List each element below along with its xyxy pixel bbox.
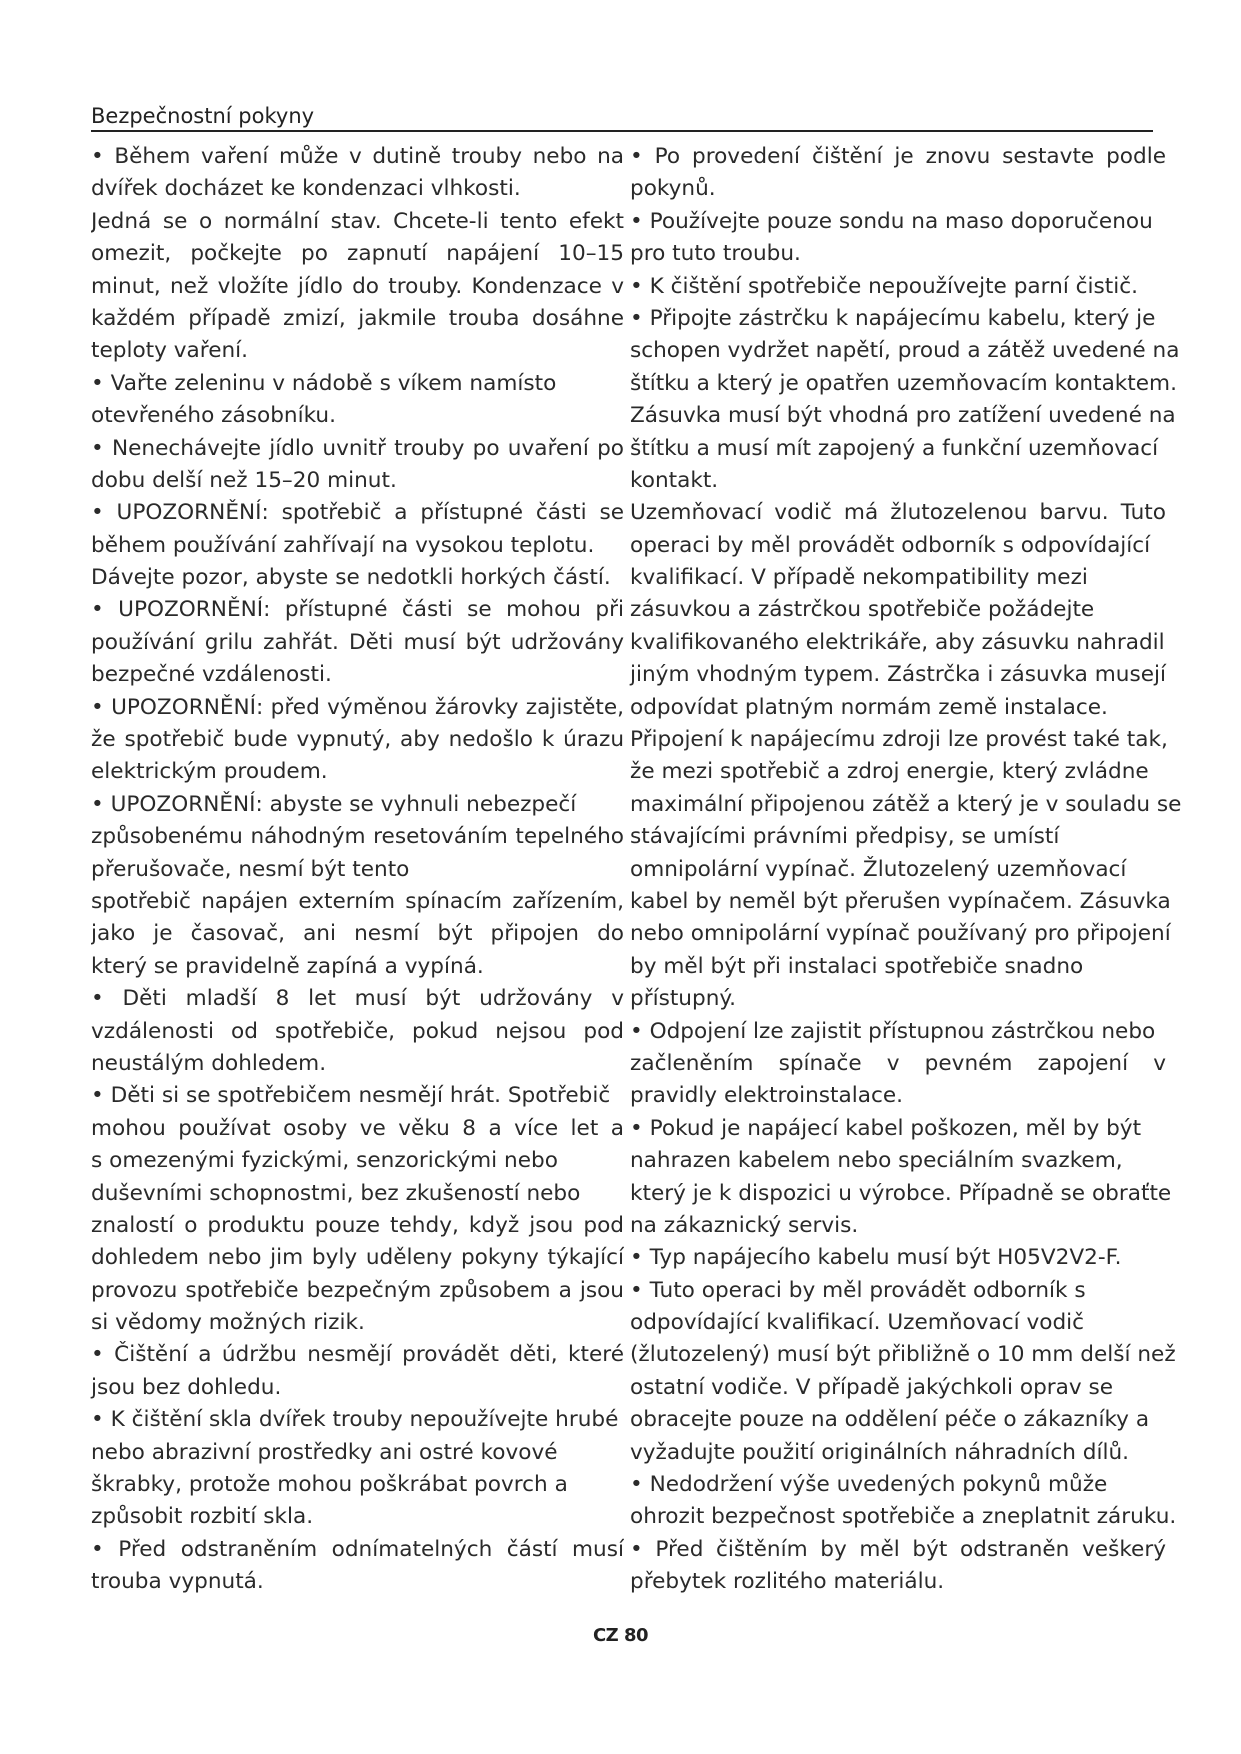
text-line: zásuvkou a zástrčkou spotřebiče požádejte [630, 597, 1095, 623]
text-line: že mezi spotřebič a zdroj energie, který zvládne [630, 759, 1149, 785]
text-line: • K čištění skla dvířek trouby nepoužívejte hrubé [91, 1407, 619, 1433]
text-line: jako je časovač, ani nesmí být připojen do [91, 921, 624, 947]
text-line: pro tuto troubu. [630, 241, 801, 267]
text-line: používání grilu zahřát. Děti musí být udržovány [91, 629, 624, 655]
text-line: znalostí o produktu pouze tehdy, když jsou pod [91, 1212, 624, 1238]
text-line: schopen vydržet napětí, proud a zátěž uvedené na [630, 338, 1180, 364]
text-line: by měl být při instalaci spotřebiče snadno [630, 953, 1084, 979]
text-line: způsobit rozbití skla. [91, 1504, 314, 1530]
left-text-column [91, 141, 624, 1599]
text-line: • Čištění a údržbu nesmějí provádět děti, které [91, 1342, 624, 1368]
text-line: maximální připojenou zátěž a který je v souladu se [630, 791, 1182, 817]
text-line: mohou používat osoby ve věku 8 a více let a [91, 1115, 624, 1141]
text-line: • Děti mladší 8 let musí být udržovány v [91, 986, 624, 1012]
text-line: spotřebič napájen externím spínacím zařízením, [91, 888, 624, 914]
text-line: • Odpojení lze zajistit přístupnou zástrčkou nebo [630, 1018, 1156, 1044]
text-line: Dávejte pozor, abyste se nedotkli horkých částí. [91, 565, 611, 591]
page-number: CZ 80 [592, 1625, 649, 1646]
text-line: každém případě zmizí, jakmile trouba dosáhne [91, 305, 624, 331]
text-line: • Během vaření může v dutině trouby nebo na [91, 144, 624, 169]
text-line: • Před čištěním by měl být odstraněn veškerý [630, 1536, 1166, 1562]
text-line: s omezenými fyzickými, senzorickými nebo [91, 1148, 558, 1174]
text-line: dohledem nebo jim byly uděleny pokyny týkající [91, 1245, 624, 1271]
text-line: (žlutozelený) musí být přibližně o 10 mm delší než [630, 1342, 1176, 1368]
text-line: ohrozit bezpečnost spotřebiče a zneplatnit záruku. [630, 1504, 1177, 1530]
text-line: štítku a který je opatřen uzemňovacím kontaktem. [630, 370, 1177, 396]
text-line: Zásuvka musí být vhodná pro zatížení uvedené na [630, 403, 1176, 429]
text-line: • Vařte zeleninu v nádobě s víkem namísto [91, 370, 557, 396]
text-line: teploty vaření. [91, 338, 249, 364]
text-line: • UPOZORNĚNÍ: před výměnou žárovky zajistěte, [91, 694, 624, 720]
text-line: během používání zahřívají na vysokou teplotu. [91, 532, 595, 558]
text-line: začleněním spínače v pevném zapojení v [630, 1050, 1166, 1076]
text-line: provozu spotřebiče bezpečným způsobem a jsou [91, 1277, 624, 1303]
text-line: odpovídající kvalifikací. Uzemňovací vodič [630, 1310, 1085, 1336]
text-line: • Pokud je napájecí kabel poškozen, měl by být [630, 1115, 1142, 1141]
text-line: operaci by měl provádět odborník s odpovídající [630, 532, 1151, 558]
text-line: omezit, počkejte po zapnutí napájení 10–15 [91, 241, 624, 267]
text-line: • UPOZORNĚNÍ: abyste se vyhnuli nebezpečí [91, 791, 577, 817]
text-line: odpovídat platným normám země instalace. [630, 694, 1108, 720]
text-line: který je k dispozici u výrobce. Případně se obraťte [630, 1180, 1172, 1206]
text-line: obracejte pouze na oddělení péče o zákazníky a [630, 1407, 1150, 1433]
text-line: který se pravidelně zapíná a vypíná. [91, 953, 484, 979]
text-line: kvalifikací. V případě nekompatibility mezi [630, 565, 1088, 591]
text-line: • Typ napájecího kabelu musí být H05V2V2-F. [630, 1245, 1122, 1271]
text-line: bezpečné vzdálenosti. [91, 662, 332, 688]
text-line: Připojení k napájecímu zdroji lze provést také tak, [630, 727, 1168, 753]
text-line: • Před odstraněním odnímatelných částí musí [91, 1536, 624, 1562]
text-line: jsou bez dohledu. [91, 1374, 282, 1400]
text-line: způsobenému náhodným resetováním tepelného [91, 824, 624, 850]
text-line: • UPOZORNĚNÍ: přístupné části se mohou při [91, 597, 624, 623]
text-line: otevřeného zásobníku. [91, 403, 336, 429]
text-line: dobu delší než 15–20 minut. [91, 467, 397, 493]
text-line: • Používejte pouze sondu na maso doporučenou [630, 208, 1153, 234]
text-line: trouba vypnutá. [91, 1569, 264, 1595]
text-line: kabel by neměl být přerušen vypínačem. Zásuvka [630, 888, 1171, 914]
text-line: dvířek docházet ke kondenzaci vlhkosti. [91, 176, 521, 202]
text-line: že spotřebič bude vypnutý, aby nedošlo k úrazu [91, 727, 624, 753]
text-line: škrabky, protože mohou poškrábat povrch a [91, 1472, 568, 1498]
text-line: nahrazen kabelem nebo speciálním svazkem, [630, 1148, 1123, 1174]
text-line: přístupný. [630, 986, 736, 1012]
text-line: elektrickým proudem. [91, 759, 328, 785]
text-line: duševními schopnostmi, bez zkušeností nebo [91, 1180, 581, 1206]
text-line: • Po provedení čištění je znovu sestavte podle [630, 144, 1166, 169]
text-line: vyžadujte použití originálních náhradních dílů. [630, 1439, 1130, 1465]
text-line: pravidly elektroinstalace. [630, 1083, 903, 1109]
right-text-column [630, 141, 1182, 1599]
text-line: jiným vhodným typem. Zástrčka i zásuvka musejí [630, 662, 1166, 688]
text-line: na zákaznický servis. [630, 1212, 859, 1238]
text-line: minut, než vložíte jídlo do trouby. Kondenzace v [91, 273, 624, 299]
text-line: omnipolární vypínač. Žlutozelený uzemňovací [630, 856, 1127, 882]
text-line: vzdálenosti od spotřebiče, pokud nejsou pod [91, 1018, 624, 1044]
text-line: nebo omnipolární vypínač používaný pro připojení [630, 921, 1171, 947]
text-line: stávajícími právními předpisy, se umístí [630, 824, 1060, 850]
text-line: si vědomy možných rizik. [91, 1310, 365, 1336]
text-line: • Připojte zástrčku k napájecímu kabelu, který je [630, 305, 1156, 331]
text-line: • UPOZORNĚNÍ: spotřebič a přístupné části se [91, 500, 624, 526]
text-line: ostatní vodiče. V případě jakýchkoli oprav se [630, 1374, 1114, 1400]
text-line: • Nenechávejte jídlo uvnitř trouby po uvaření po [91, 435, 624, 461]
text-line: kontakt. [630, 467, 719, 493]
text-line: • Tuto operaci by měl provádět odborník s [630, 1277, 1086, 1303]
text-line: Uzemňovací vodič má žlutozelenou barvu. Tuto [630, 500, 1166, 526]
text-line: Jedná se o normální stav. Chcete-li tento efekt [91, 208, 624, 234]
text-line: štítku a musí mít zapojený a funkční uzemňovací [630, 435, 1159, 461]
section-heading: Bezpečnostní pokyny [91, 103, 1153, 132]
text-line: • Děti si se spotřebičem nesmějí hrát. Spotřebič [91, 1083, 611, 1109]
text-line: kvalifikovaného elektrikáře, aby zásuvku nahradil [630, 629, 1165, 655]
text-line: nebo abrazivní prostředky ani ostré kovové [91, 1439, 558, 1465]
text-line: • Nedodržení výše uvedených pokynů může [630, 1472, 1108, 1498]
text-line: přebytek rozlitého materiálu. [630, 1569, 945, 1595]
text-line: pokynů. [630, 176, 716, 202]
text-line: neustálým dohledem. [91, 1050, 327, 1076]
text-line: přerušovače, nesmí být tento [91, 856, 410, 882]
text-line: • K čištění spotřebiče nepoužívejte parní čistič. [630, 273, 1139, 299]
